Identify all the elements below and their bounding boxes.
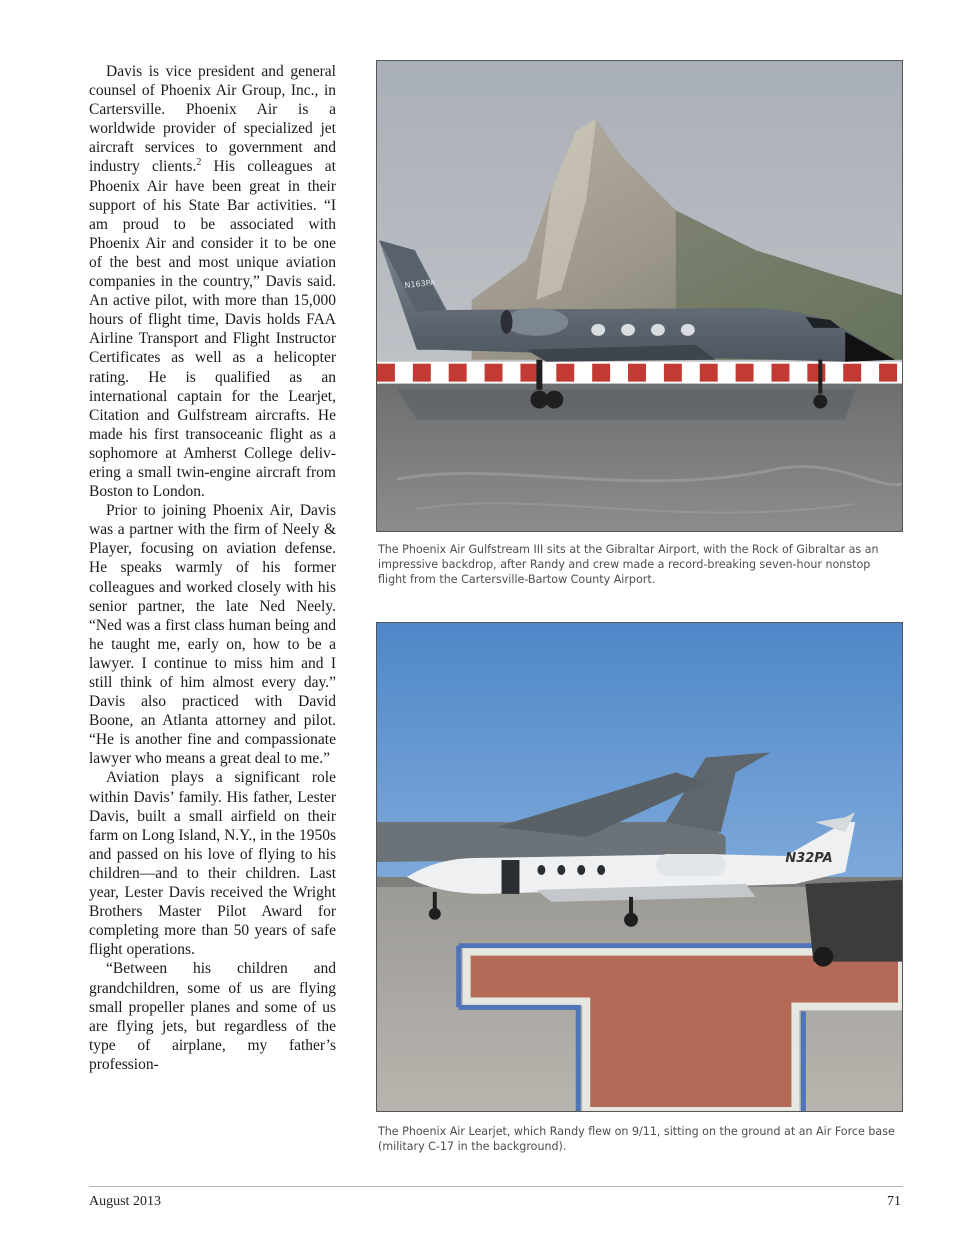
footer-rule — [89, 1186, 903, 1187]
photo-caption: The Phoenix Air Gulfstream III sits at the Gibraltar Airport, with the Rock of Gibraltar as an impressive backdrop, after Randy and crew made a record-breaking seven-hour nonstop flight from the Cartersville-Bartow County Airport. — [378, 543, 879, 587]
article-paragraph: Aviation plays a significant role within Davis’ family. His father, Lester Davis, built a small airfield on their farm on Long Island, N.Y., in the 1950s and passed on his love of flying to his children—and to their children. Last year, Lester Davis received the Wright Brothers Master Pilot Award for completing more than 50 years of safe flight operations. — [89, 769, 336, 959]
article-paragraph: “Between his children and grandchildren, some of us are flying small propeller planes and some of us are flying jets, but regardless of the type of airplane, my father’s profession- — [89, 960, 336, 1073]
photo-caption: The Phoenix Air Learjet, which Randy flew on 9/11, sitting on the ground at an Air Force base (military C-17 in the background). — [378, 1125, 895, 1154]
learjet-illustration — [377, 623, 902, 1111]
learjet-airbase-photo — [376, 622, 903, 1112]
article-paragraph: Prior to joining Phoenix Air, Davis was a partner with the firm of Neely & Player, focusing on aviation defense. He speaks warmly of his former colleagues and worked closely with his senior partner, the late Ned Neely. “Ned was a first class human being and he taught me, early on, how to be a lawyer. I continue to miss him and I still think of him almost every day.” Davis also practiced with David Boone, an Atlanta attorney and pilot. “He is another fine and compassionate lawyer who means a great deal to me.” — [89, 502, 336, 768]
article-paragraph: Davis is vice president and general counsel of Phoenix Air Group, Inc., in Cartersville. Phoenix Air is a worldwide provider of specialized jet aircraft services to government and industry clients.$^2$ His colleagues at Phoenix Air have been great in their support of his State Bar activities. “I am proud to be associated with Phoenix Air and consider it to be one of the best and most unique aviation companies in the country,” Davis said. An active pilot, with more than 15,000 hours of flight time, Davis holds FAA Airline Transport and Flight Instructor Certificates as well as a helicopter rating. He is qualified as an international captain for the Learjet, Citation and Gulfstream aircrafts. He made his first transoceanic flight as a sophomore at Amherst College delivering a small twin-engine aircraft from Boston to London. — [89, 63, 336, 501]
footnote-reference[interactable]: 2 — [196, 157, 202, 169]
article-text-column — [89, 62, 336, 1074]
tail-number-label: N32PA — [785, 851, 833, 867]
tail-number-label: N163PA — [404, 277, 436, 291]
footer-date: August 2013 — [89, 1194, 161, 1209]
page-number: 71 — [887, 1194, 901, 1209]
gulfstream-gibraltar-photo — [376, 60, 903, 532]
gulfstream-illustration — [377, 61, 902, 531]
